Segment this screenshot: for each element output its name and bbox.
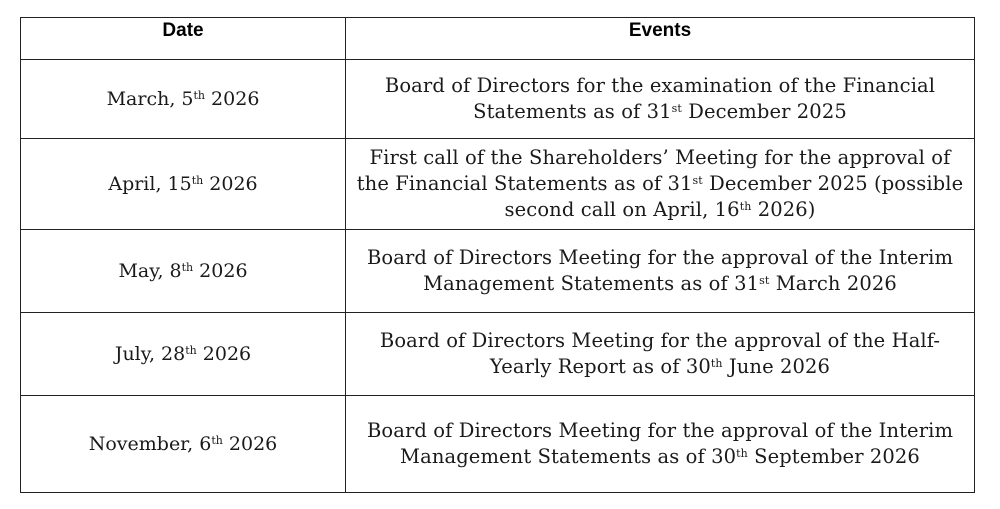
event-cell: [346, 230, 975, 313]
event-line: [354, 328, 966, 354]
event-text: December 2025 (possible: [702, 172, 964, 195]
date-text: July, 28: [114, 343, 186, 365]
event-line: [354, 271, 966, 297]
date-cell: [21, 396, 346, 493]
event-line: [354, 99, 966, 125]
date-cell: [21, 230, 346, 313]
date-text: May, 8: [118, 260, 182, 282]
event-text: March 2026: [769, 272, 897, 295]
event-text: 2026): [751, 198, 816, 221]
event-line: [354, 73, 966, 99]
date-cell: [21, 313, 346, 396]
event-ordinal: st: [671, 102, 682, 115]
date-cell: [21, 60, 346, 139]
event-text: Board of Directors for the examination of the Financial: [384, 74, 936, 97]
date-ordinal: th: [193, 89, 206, 102]
date-ordinal: th: [185, 344, 197, 357]
event-text: Management Statements as of 31: [423, 272, 760, 295]
event-line: [354, 245, 966, 271]
event-text: Board of Directors Meeting for the approval of the Half-: [379, 329, 941, 352]
event-text: Board of Directors Meeting for the approval of the Interim: [366, 246, 954, 269]
event-ordinal: st: [692, 174, 703, 187]
table-header-row: [21, 18, 975, 60]
event-text: second call on April, 16: [504, 198, 740, 221]
event-text: Yearly Report as of 30: [489, 355, 711, 378]
event-line: [354, 354, 966, 380]
table-row: [21, 230, 975, 313]
event-cell: [346, 396, 975, 493]
event-ordinal: st: [759, 274, 770, 287]
date-year: 2026: [196, 343, 252, 365]
event-cell: [346, 60, 975, 139]
event-cell: [346, 313, 975, 396]
date-column-header: Date: [21, 18, 346, 60]
event-text: Management Statements as of 30: [400, 445, 737, 468]
date-ordinal: th: [181, 261, 194, 274]
event-cell: [346, 139, 975, 230]
event-line: [354, 197, 966, 223]
date-year: 2026: [193, 260, 248, 282]
event-text: December 2025: [681, 100, 847, 123]
date-year: 2026: [205, 88, 260, 110]
table-row: [21, 396, 975, 493]
event-ordinal: th: [739, 200, 752, 213]
date-year: 2026: [203, 173, 258, 195]
financial-calendar-table: [20, 17, 975, 493]
date-ordinal: th: [211, 434, 223, 447]
event-line: [354, 444, 966, 470]
date-year: 2026: [222, 433, 278, 455]
table-row: [21, 139, 975, 230]
event-text: the Financial Statements as of 31: [356, 172, 693, 195]
table-row: [21, 313, 975, 396]
date-text: March, 5: [106, 88, 194, 110]
event-text: September 2026: [747, 445, 920, 468]
table-row: [21, 60, 975, 139]
event-ordinal: th: [736, 447, 748, 460]
date-text: November, 6: [88, 433, 212, 455]
events-column-header: Events: [346, 18, 975, 60]
event-text: June 2026: [722, 355, 831, 378]
event-ordinal: th: [710, 357, 723, 370]
event-text: Statements as of 31: [473, 100, 672, 123]
date-ordinal: th: [191, 174, 204, 187]
event-line: [354, 171, 966, 197]
event-line: [354, 418, 966, 444]
date-text: April, 15: [108, 173, 192, 195]
event-text: First call of the Shareholders’ Meeting for the approval of: [369, 146, 951, 169]
event-text: Board of Directors Meeting for the approval of the Interim: [366, 419, 954, 442]
date-cell: [21, 139, 346, 230]
event-line: [354, 145, 966, 171]
